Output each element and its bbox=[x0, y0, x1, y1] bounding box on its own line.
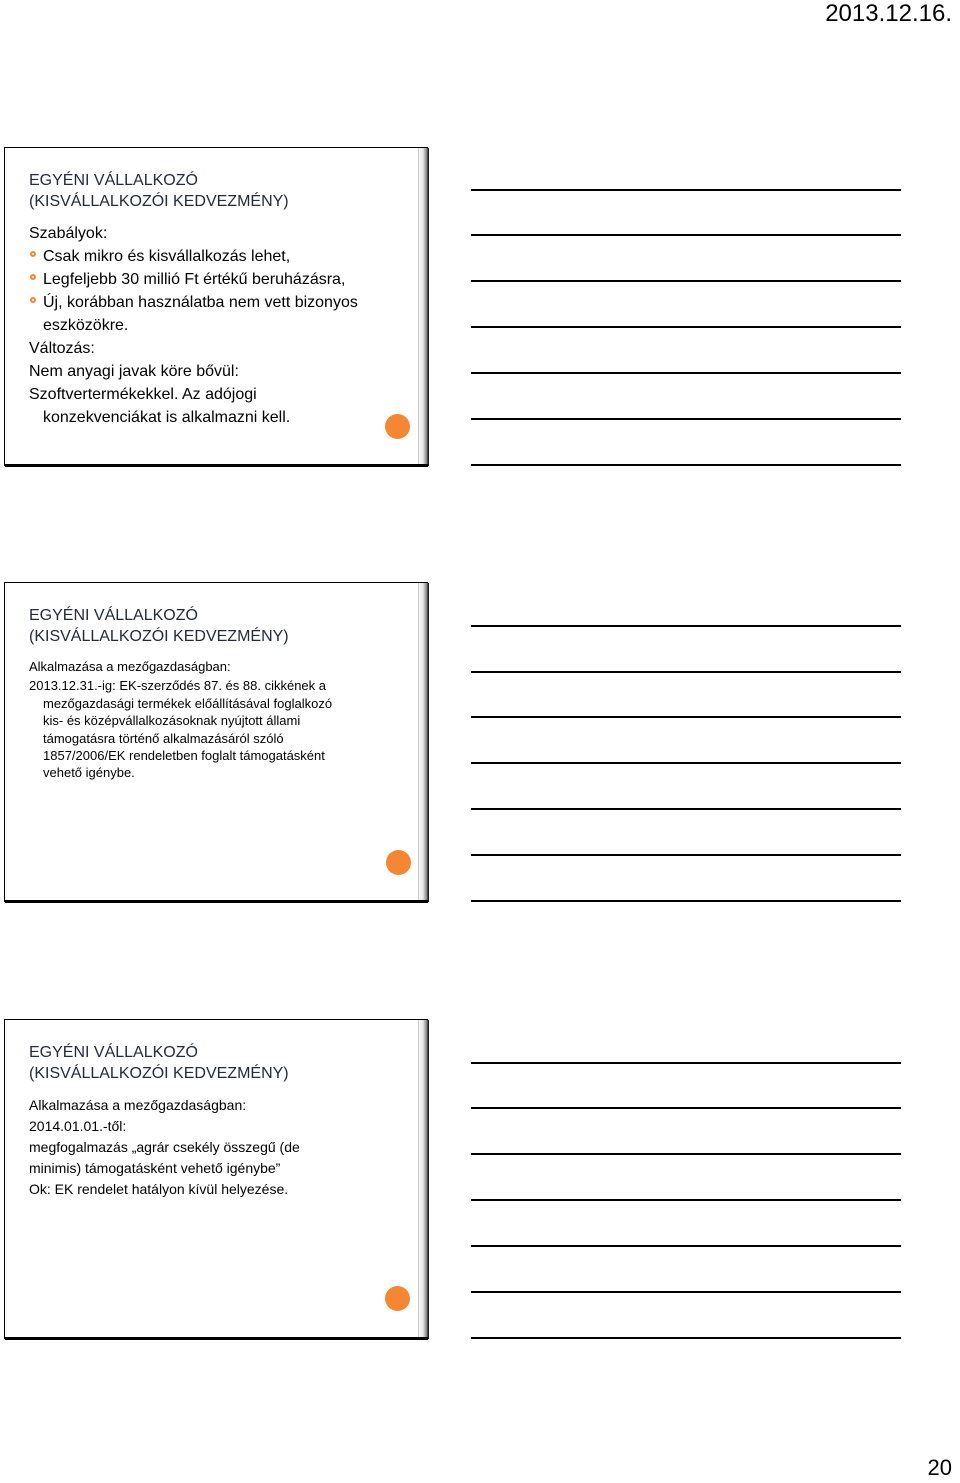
slide-shadow-bottom bbox=[5, 900, 428, 903]
slide-shadow-line bbox=[418, 148, 419, 466]
bullet-continuation: eszközökre. bbox=[43, 317, 129, 334]
note-line bbox=[471, 1291, 901, 1293]
body-line: Alkalmazása a mezőgazdaságban: bbox=[29, 1097, 247, 1113]
note-line bbox=[471, 280, 901, 282]
title-line-2: (KISVÁLLALKOZÓI KEDVEZMÉNY) bbox=[29, 1065, 289, 1082]
note-line bbox=[471, 418, 901, 420]
slide-title bbox=[29, 1042, 289, 1084]
slide-title bbox=[29, 170, 289, 212]
title-line-1: EGYÉNI VÁLLALKOZÓ bbox=[29, 1044, 198, 1061]
note-line bbox=[471, 808, 901, 810]
bullet-icon bbox=[30, 251, 36, 257]
slide-2 bbox=[4, 582, 428, 902]
bullet-item: Új, korábban használatba nem vett bizonyos bbox=[29, 291, 399, 314]
body-line: mezőgazdasági termékek előállításával foglalkozó bbox=[43, 695, 333, 711]
slide-body bbox=[29, 222, 399, 429]
note-line bbox=[471, 762, 901, 764]
note-line bbox=[471, 1337, 901, 1339]
orange-dot-icon bbox=[386, 850, 411, 875]
body-line: kis- és középvállalkozásoknak nyújtott állami bbox=[43, 713, 301, 729]
note-line bbox=[471, 234, 901, 236]
change-label: Változás: bbox=[29, 340, 95, 357]
slide-shadow-bottom bbox=[5, 464, 428, 467]
change-line: konzekvenciákat is alkalmazni kell. bbox=[43, 409, 291, 426]
body-line: minimis) támogatásként vehető igénybe” bbox=[29, 1160, 281, 1176]
note-line bbox=[471, 900, 901, 902]
body-line: 2014.01.01.-től: bbox=[29, 1118, 127, 1134]
orange-dot-icon bbox=[385, 414, 410, 439]
page-number: 20 bbox=[927, 1455, 952, 1480]
note-line bbox=[471, 326, 901, 328]
note-line bbox=[471, 1107, 901, 1109]
body-line: Alkalmazása a mezőgazdaságban: bbox=[29, 659, 231, 674]
note-line bbox=[471, 1199, 901, 1201]
body-line: 1857/2006/EK rendeletben foglalt támogatásként bbox=[43, 748, 325, 764]
bullet-item: Legfeljebb 30 millió Ft értékű beruházásra, bbox=[29, 268, 399, 291]
change-line: Nem anyagi javak köre bővül: bbox=[29, 363, 239, 380]
bullet-icon bbox=[30, 297, 36, 303]
note-line bbox=[471, 625, 901, 627]
slide-shadow bbox=[419, 583, 429, 902]
body-line: vehető igénybe. bbox=[43, 765, 135, 781]
note-line bbox=[471, 464, 901, 466]
body-line: megfogalmazás „agrár csekély összegű (de bbox=[29, 1139, 300, 1155]
bullet-item: Csak mikro és kisvállalkozás lehet, bbox=[29, 245, 399, 268]
slide-shadow bbox=[419, 148, 429, 466]
note-line bbox=[471, 189, 901, 191]
slide-shadow-line bbox=[418, 1020, 419, 1339]
slide-title bbox=[29, 605, 289, 647]
note-line bbox=[471, 1153, 901, 1155]
note-line bbox=[471, 854, 901, 856]
note-line bbox=[471, 372, 901, 374]
body-line: Ok: EK rendelet hatályon kívül helyezése. bbox=[29, 1181, 289, 1197]
header-date: 2013.12.16. bbox=[825, 0, 952, 27]
slide-3 bbox=[4, 1019, 428, 1339]
note-line bbox=[471, 671, 901, 673]
title-line-2: (KISVÁLLALKOZÓI KEDVEZMÉNY) bbox=[29, 193, 289, 210]
slide-shadow-line bbox=[418, 583, 419, 902]
slide-body bbox=[29, 658, 399, 782]
note-line bbox=[471, 716, 901, 718]
title-line-1: EGYÉNI VÁLLALKOZÓ bbox=[29, 172, 198, 189]
change-line: Szoftvertermékekkel. Az adójogi bbox=[29, 386, 257, 403]
bullet-icon bbox=[30, 274, 36, 280]
body-line: 2013.12.31.-ig: EK-szerződés 87. és 88. cikkének a bbox=[29, 678, 327, 694]
note-line bbox=[471, 1245, 901, 1247]
slide-1 bbox=[4, 147, 428, 466]
orange-dot-icon bbox=[385, 1286, 410, 1311]
rules-heading: Szabályok: bbox=[29, 225, 108, 242]
body-line: támogatásra történő alkalmazásáról szóló bbox=[43, 730, 284, 746]
slide-shadow-bottom bbox=[5, 1337, 428, 1340]
note-line bbox=[471, 1062, 901, 1064]
slide-body bbox=[29, 1095, 399, 1200]
title-line-1: EGYÉNI VÁLLALKOZÓ bbox=[29, 607, 198, 624]
title-line-2: (KISVÁLLALKOZÓI KEDVEZMÉNY) bbox=[29, 628, 289, 645]
slide-shadow bbox=[419, 1020, 429, 1339]
